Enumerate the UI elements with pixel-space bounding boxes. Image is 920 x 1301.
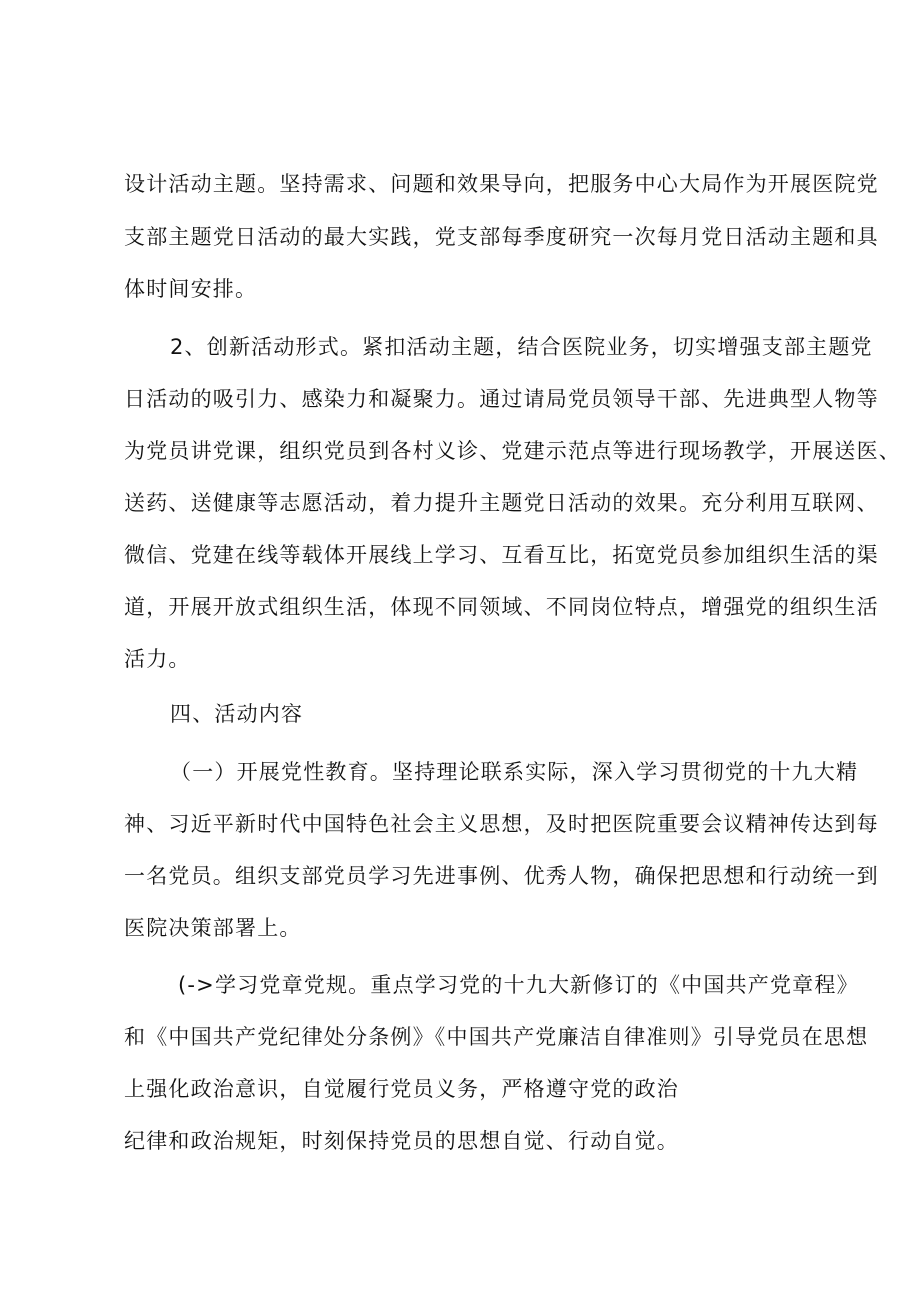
paragraph-line: 道，开展开放式组织生活，体现不同领域、不同岗位特点，增强党的组织生活 xyxy=(124,595,879,619)
paragraph-line: 支部主题党日活动的最大实践，党支部每季度研究一次每月党日活动主题和具 xyxy=(124,225,879,249)
paragraph-line: 日活动的吸引力、感染力和凝聚力。通过请局党员领导干部、先进典型人物等 xyxy=(124,387,879,411)
paragraph-line: 送药、送健康等志愿活动，着力提升主题党日活动的效果。充分利用互联网、 xyxy=(124,491,879,515)
paragraph-line: 纪律和政治规矩，时刻保持党员的思想自觉、行动自觉。 xyxy=(124,1129,679,1153)
paragraph-line: 体时间安排。 xyxy=(124,277,258,301)
paragraph-line: 活力。 xyxy=(124,647,191,671)
paragraph-line: 和《中国共产党纪律处分条例》《中国共产党廉洁自律准则》引导党员在思想 xyxy=(124,1025,869,1049)
paragraph-line: 神、习近平新时代中国特色社会主义思想，及时把医院重要会议精神传达到每 xyxy=(124,812,879,836)
paragraph-line: 微信、党建在线等载体开展线上学习、互看互比，拓宽党员参加组织生活的渠 xyxy=(124,543,879,567)
paragraph-line: (->学习党章党规。重点学习党的十九大新修订的《中国共产党章程》 xyxy=(178,973,859,997)
paragraph-line: 2、创新活动形式。紧扣活动主题，结合医院业务，切实增强支部主题党 xyxy=(170,335,873,359)
paragraph-line: 设计活动主题。坚持需求、问题和效果导向，把服务中心大局作为开展医院党 xyxy=(124,172,879,196)
paragraph-line: 上强化政治意识，自觉履行党员义务，严格遵守党的政治 xyxy=(124,1077,679,1101)
paragraph-line: 为党员讲党课，组织党员到各村义诊、党建示范点等进行现场教学，开展送医、 xyxy=(124,439,901,463)
paragraph-line: 医院决策部署上。 xyxy=(124,916,302,940)
paragraph-line: （一）开展党性教育。坚持理论联系实际，深入学习贯彻党的十九大精 xyxy=(170,760,859,784)
section-heading: 四、活动内容 xyxy=(170,702,304,726)
paragraph-line: 一名党员。组织支部党员学习先进事例、优秀人物，确保把思想和行动统一到 xyxy=(124,864,879,888)
